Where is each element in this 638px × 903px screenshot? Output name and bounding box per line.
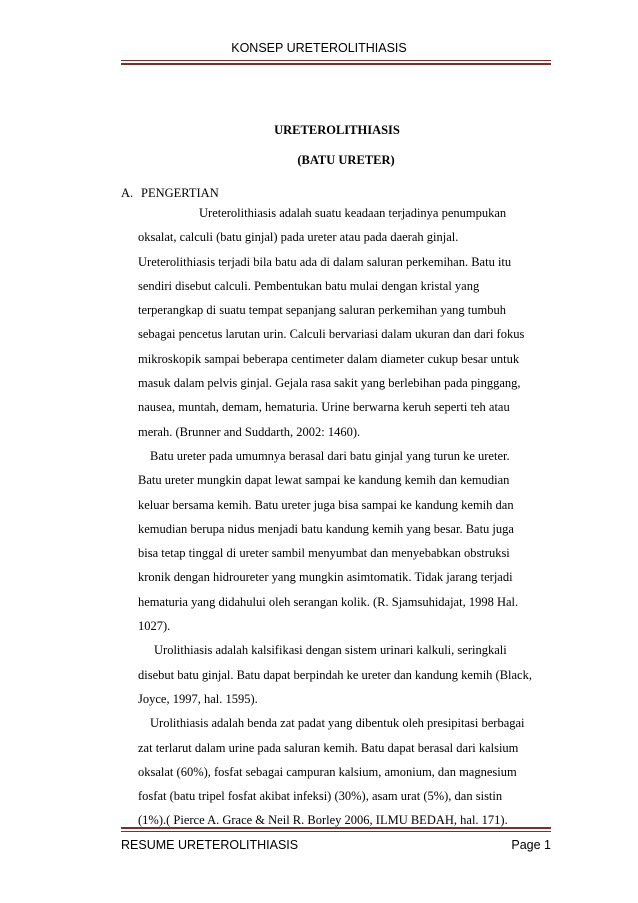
text-line: keluar bersama kemih. Batu ureter juga bisa sampai ke kandung kemih dan bbox=[138, 497, 514, 512]
running-footer: RESUME URETEROLITHIASIS bbox=[121, 838, 299, 852]
text-line: Urolithiasis adalah benda zat padat yang dibentuk oleh presipitasi berbagai bbox=[150, 716, 525, 731]
text-line: kronik dengan hidroureter yang mungkin asimtomatik. Tidak jarang terjadi bbox=[138, 570, 513, 585]
text-line: mikroskopik sampai beberapa centimeter dalam diameter cukup besar untuk bbox=[138, 351, 520, 366]
page-number: Page 1 bbox=[511, 838, 551, 852]
text-line: Urolithiasis adalah kalsifikasi dengan sistem urinari kalkuli, seringkali bbox=[154, 643, 507, 658]
text-line: Batu ureter pada umumnya berasal dari batu ginjal yang turun ke ureter. bbox=[150, 448, 510, 463]
text-line: (1%).( Pierce A. Grace & Neil R. Borley 2006, ILMU BEDAH, hal. 171). bbox=[138, 813, 508, 828]
text-line: terperangkap di suatu tempat sepanjang saluran perkemihan yang tumbuh bbox=[138, 303, 506, 318]
body-text bbox=[138, 201, 550, 833]
text-line: nausea, muntah, demam, hematuria. Urine berwarna keruh seperti teh atau bbox=[138, 400, 510, 415]
text-line: fosfat (batu tripel fosfat akibat infeksi) (30%), asam urat (5%), dan sistin bbox=[138, 789, 503, 804]
document-title: URETEROLITHIASIS bbox=[274, 123, 400, 137]
text-line: zat terlarut dalam urine pada saluran kemih. Batu dapat berasal dari kalsium bbox=[138, 740, 519, 755]
section-title: PENGERTIAN bbox=[141, 186, 219, 200]
footer-rule bbox=[121, 827, 551, 832]
text-line: Ureterolithiasis adalah suatu keadaan terjadinya penumpukan bbox=[199, 206, 507, 220]
text-line: kemudian berupa nidus menjadi batu kandung kemih yang besar. Batu juga bbox=[138, 521, 514, 536]
running-header: KONSEP URETEROLITHIASIS bbox=[231, 41, 407, 55]
text-line: disebut batu ginjal. Batu dapat berpindah ke ureter dan kandung kemih (Black, bbox=[138, 667, 532, 682]
text-line: Joyce, 1997, hal. 1595). bbox=[138, 691, 258, 706]
text-line: masuk dalam pelvis ginjal. Gejala rasa sakit yang berlebihan pada pinggang, bbox=[138, 376, 521, 391]
text-line: sebagai pencetus larutan urin. Calculi bervariasi dalam ukuran dan dari fokus bbox=[138, 327, 525, 342]
text-line: 1027). bbox=[138, 619, 171, 634]
header-rule bbox=[121, 60, 551, 65]
text-line: oksalat, calculi (batu ginjal) pada ureter atau pada daerah ginjal. bbox=[138, 230, 459, 245]
section-number: A. bbox=[121, 186, 134, 200]
text-line: merah. (Brunner and Suddarth, 2002: 1460). bbox=[138, 424, 361, 439]
section-heading bbox=[121, 186, 219, 201]
text-line: Batu ureter mungkin dapat lewat sampai ke kandung kemih dan kemudian bbox=[138, 473, 510, 488]
text-line: oksalat (60%), fosfat sebagai campuran kalsium, amonium, dan magnesium bbox=[138, 764, 517, 779]
document-subtitle: (BATU URETER) bbox=[297, 153, 395, 167]
text-line: bisa tetap tinggal di ureter sambil menyumbat dan menyebabkan obstruksi bbox=[138, 546, 510, 561]
text-line: Ureterolithiasis terjadi bila batu ada di dalam saluran perkemihan. Batu itu bbox=[138, 254, 512, 269]
text-line: hematuria yang didahului oleh serangan kolik. (R. Sjamsuhidajat, 1998 Hal. bbox=[138, 594, 519, 609]
text-line: sendiri disebut calculi. Pembentukan batu mulai dengan kristal yang bbox=[138, 278, 480, 293]
